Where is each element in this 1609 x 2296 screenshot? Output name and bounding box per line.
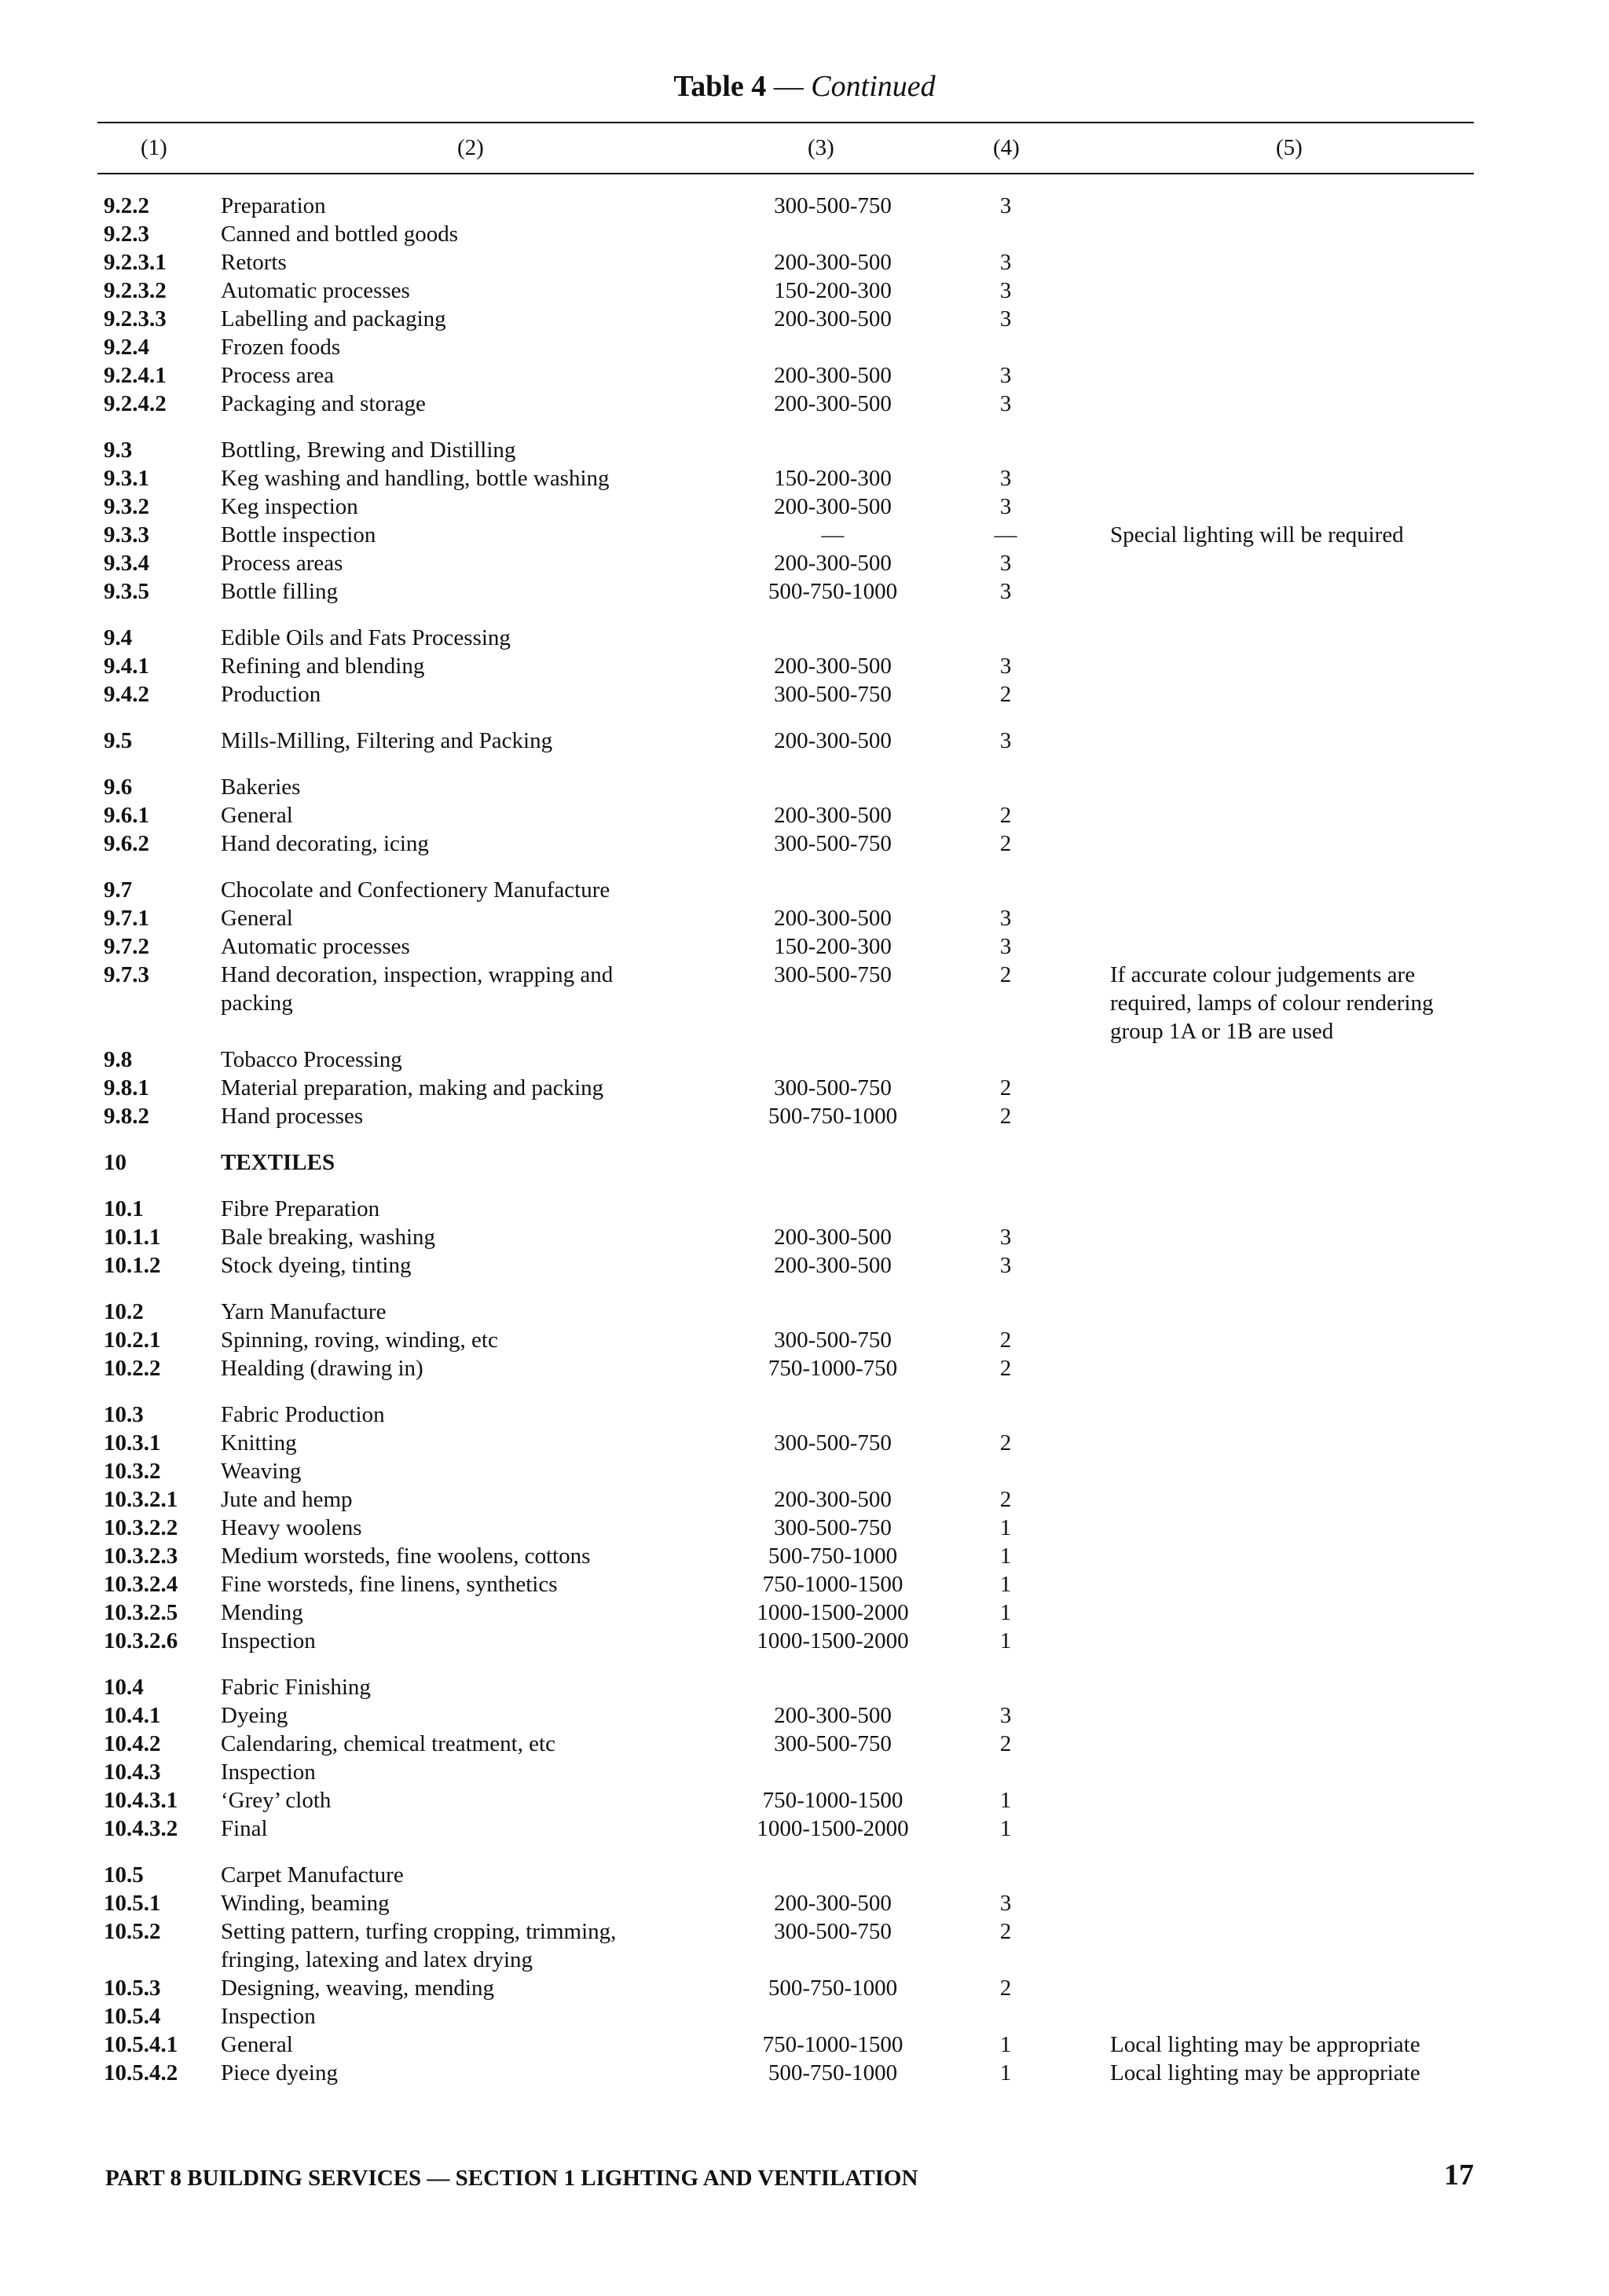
row-illuminance: 200-300-500: [774, 1487, 892, 1512]
table-title-continued: Continued: [811, 70, 936, 103]
row-description: ‘Grey’ cloth: [221, 1788, 332, 1813]
row-illuminance: 750-1000-750: [768, 1356, 898, 1381]
row-illuminance: 200-300-500: [774, 306, 892, 331]
row-quality-class: 3: [999, 494, 1012, 519]
row-number: 10.4: [104, 1675, 144, 1700]
row-description: Labelling and packaging: [221, 306, 446, 331]
table-title-separator: —: [766, 70, 812, 103]
row-illuminance: 300-500-750: [774, 1075, 892, 1100]
row-quality-class: 1: [999, 1515, 1012, 1540]
table-title-label: Table 4: [673, 70, 767, 103]
row-number: 10.3.2: [104, 1459, 161, 1484]
row-quality-class: 2: [999, 1356, 1012, 1381]
row-quality-class: 3: [999, 906, 1012, 931]
row-illuminance: 200-300-500: [774, 1253, 892, 1278]
row-description: Inspection: [221, 1760, 316, 1785]
row-quality-class: 3: [999, 728, 1012, 753]
row-illuminance: 500-750-1000: [768, 2060, 898, 2085]
row-description: Fine worsteds, fine linens, synthetics: [221, 1572, 558, 1597]
column-header-3: (3): [808, 135, 834, 160]
row-description: Process area: [221, 363, 335, 388]
row-description: Heavy woolens: [221, 1515, 362, 1540]
row-number: 10.5: [104, 1862, 144, 1888]
row-number: 9.5: [104, 728, 133, 753]
row-description: Mending: [221, 1600, 303, 1625]
row-description: Keg washing and handling, bottle washing: [221, 466, 610, 491]
row-description: General: [221, 803, 293, 828]
row-illuminance: 750-1000-1500: [762, 1572, 903, 1597]
row-number: 9.3.4: [104, 551, 149, 576]
column-header-2: (2): [457, 135, 484, 160]
row-illuminance: 500-750-1000: [768, 1976, 898, 2001]
row-description: Process areas: [221, 551, 343, 576]
row-number: 9.8: [104, 1047, 133, 1072]
row-illuminance: 150-200-300: [774, 278, 892, 303]
row-illuminance: 750-1000-1500: [762, 1788, 903, 1813]
row-number: 10.5.3: [104, 1976, 161, 2001]
row-illuminance: 300-500-750: [774, 1919, 892, 1944]
row-description: fringing, latexing and latex drying: [221, 1947, 533, 1972]
row-description: General: [221, 906, 293, 931]
row-illuminance: —: [821, 522, 845, 547]
row-quality-class: 3: [999, 934, 1012, 959]
row-quality-class: 1: [999, 2032, 1012, 2057]
row-number: 10.5.4.2: [104, 2060, 178, 2085]
row-illuminance: 300-500-750: [774, 682, 892, 707]
row-description: Designing, weaving, mending: [221, 1976, 494, 2001]
row-description: Tobacco Processing: [221, 1047, 402, 1072]
row-description: Calendaring, chemical treatment, etc: [221, 1731, 555, 1756]
row-description: Bakeries: [221, 774, 301, 800]
row-number: 9.7.3: [104, 962, 149, 987]
row-number: 9.2.2: [104, 193, 149, 218]
row-number: 10.3.2.4: [104, 1572, 178, 1597]
row-description: Piece dyeing: [221, 2060, 338, 2085]
row-illuminance: 300-500-750: [774, 831, 892, 856]
row-quality-class: 2: [999, 962, 1012, 987]
row-number: 10.3.2.6: [104, 1628, 178, 1653]
row-description: Winding, beaming: [221, 1891, 390, 1916]
row-quality-class: 3: [999, 654, 1012, 679]
row-description: Mills-Milling, Filtering and Packing: [221, 728, 553, 753]
row-illuminance: 150-200-300: [774, 934, 892, 959]
row-quality-class: 2: [999, 1731, 1012, 1756]
row-description: Refining and blending: [221, 654, 425, 679]
row-illuminance: 200-300-500: [774, 1225, 892, 1250]
row-description: Healding (drawing in): [221, 1356, 423, 1381]
row-description: Preparation: [221, 193, 326, 218]
row-illuminance: 200-300-500: [774, 1891, 892, 1916]
row-illuminance: 300-500-750: [774, 1430, 892, 1456]
row-illuminance: 500-750-1000: [768, 1543, 898, 1569]
row-illuminance: 750-1000-1500: [762, 2032, 903, 2057]
row-illuminance: 1000-1500-2000: [757, 1600, 909, 1625]
row-illuminance: 200-300-500: [774, 803, 892, 828]
row-number: 10.5.1: [104, 1891, 161, 1916]
row-quality-class: 2: [999, 682, 1012, 707]
row-illuminance: 1000-1500-2000: [757, 1628, 909, 1653]
row-illuminance: 200-300-500: [774, 391, 892, 416]
row-quality-class: —: [994, 522, 1017, 547]
row-description: TEXTILES: [221, 1150, 335, 1175]
row-description: Dyeing: [221, 1703, 288, 1728]
row-description: Automatic processes: [221, 278, 410, 303]
row-number: 10.2.2: [104, 1356, 161, 1381]
row-description: Retorts: [221, 250, 287, 275]
row-illuminance: 300-500-750: [774, 962, 892, 987]
row-quality-class: 1: [999, 1816, 1012, 1841]
row-description: Bale breaking, washing: [221, 1225, 436, 1250]
row-number: 9.3.5: [104, 579, 149, 604]
row-quality-class: 1: [999, 1628, 1012, 1653]
row-number: 10.1.2: [104, 1253, 161, 1278]
row-number: 9.6: [104, 774, 133, 800]
row-illuminance: 200-300-500: [774, 1703, 892, 1728]
row-description: Hand decorating, icing: [221, 831, 429, 856]
row-number: 10.3.2.1: [104, 1487, 178, 1512]
row-description: Inspection: [221, 1628, 316, 1653]
row-quality-class: 2: [999, 1075, 1012, 1100]
page-number: 17: [1444, 2159, 1474, 2192]
row-description: Fabric Finishing: [221, 1675, 371, 1700]
row-illuminance: 1000-1500-2000: [757, 1816, 909, 1841]
row-number: 9.4.1: [104, 654, 149, 679]
row-illuminance: 200-300-500: [774, 363, 892, 388]
row-quality-class: 3: [999, 1225, 1012, 1250]
row-description: Knitting: [221, 1430, 297, 1456]
row-number: 9.2.4.1: [104, 363, 167, 388]
row-description: Fabric Production: [221, 1402, 385, 1427]
row-illuminance: 200-300-500: [774, 250, 892, 275]
row-number: 10.2: [104, 1299, 144, 1324]
row-description: Bottle filling: [221, 579, 339, 604]
row-quality-class: 3: [999, 193, 1012, 218]
row-illuminance: 200-300-500: [774, 728, 892, 753]
row-quality-class: 3: [999, 363, 1012, 388]
row-description: Edible Oils and Fats Processing: [221, 625, 511, 650]
row-quality-class: 2: [999, 1487, 1012, 1512]
row-illuminance: 150-200-300: [774, 466, 892, 491]
row-number: 9.2.3.2: [104, 278, 167, 303]
row-quality-class: 3: [999, 1253, 1012, 1278]
row-number: 10.3.1: [104, 1430, 161, 1456]
row-number: 9.6.1: [104, 803, 149, 828]
row-description: Carpet Manufacture: [221, 1862, 404, 1888]
row-quality-class: 2: [999, 1919, 1012, 1944]
row-number: 10.1: [104, 1196, 144, 1221]
row-description: Fibre Preparation: [221, 1196, 380, 1221]
row-number: 10.4.3.2: [104, 1816, 178, 1841]
row-number: 10.1.1: [104, 1225, 161, 1250]
row-quality-class: 2: [999, 803, 1012, 828]
row-description: Inspection: [221, 2004, 316, 2029]
row-description: Keg inspection: [221, 494, 358, 519]
row-description: Stock dyeing, tinting: [221, 1253, 412, 1278]
row-illuminance: 500-750-1000: [768, 1104, 898, 1129]
row-number: 9.8.1: [104, 1075, 149, 1100]
row-quality-class: 2: [999, 1327, 1012, 1353]
row-number: 9.7.2: [104, 934, 149, 959]
row-illuminance: 500-750-1000: [768, 579, 898, 604]
row-quality-class: 3: [999, 278, 1012, 303]
row-number: 10.5.2: [104, 1919, 161, 1944]
column-header-4: (4): [993, 135, 1020, 160]
row-number: 9.3.3: [104, 522, 149, 547]
row-remark: Local lighting may be appropriate: [1110, 2060, 1420, 2085]
row-quality-class: 3: [999, 1891, 1012, 1916]
row-number: 9.3.1: [104, 466, 149, 491]
row-description: Frozen foods: [221, 335, 341, 360]
row-illuminance: 300-500-750: [774, 1327, 892, 1353]
row-description: Material preparation, making and packing: [221, 1075, 604, 1100]
row-quality-class: 3: [999, 466, 1012, 491]
row-number: 9.2.4: [104, 335, 149, 360]
row-number: 10.4.3: [104, 1760, 161, 1785]
row-description: Canned and bottled goods: [221, 222, 459, 247]
row-number: 10.5.4.1: [104, 2032, 178, 2057]
row-number: 10.2.1: [104, 1327, 161, 1353]
row-remark: Local lighting may be appropriate: [1110, 2032, 1420, 2057]
row-description: Chocolate and Confectionery Manufacture: [221, 877, 610, 903]
row-remark: Special lighting will be required: [1110, 522, 1404, 547]
row-quality-class: 3: [999, 391, 1012, 416]
row-number: 9.7.1: [104, 906, 149, 931]
row-number: 9.2.3.3: [104, 306, 167, 331]
row-description: Weaving: [221, 1459, 302, 1484]
row-number: 9.4: [104, 625, 133, 650]
row-number: 9.3.2: [104, 494, 149, 519]
row-illuminance: 300-500-750: [774, 1731, 892, 1756]
row-description: packing: [221, 991, 293, 1016]
row-number: 9.8.2: [104, 1104, 149, 1129]
row-description: Medium worsteds, fine woolens, cottons: [221, 1543, 591, 1569]
page-footer: PART 8 BUILDING SERVICES — SECTION 1 LIGHTING AND VENTILATION: [105, 2166, 918, 2191]
column-header-5: (5): [1276, 135, 1303, 160]
row-number: 10: [104, 1150, 126, 1175]
row-remark: required, lamps of colour rendering: [1110, 991, 1434, 1016]
row-quality-class: 1: [999, 1572, 1012, 1597]
row-number: 9.4.2: [104, 682, 149, 707]
row-quality-class: 3: [999, 579, 1012, 604]
row-quality-class: 2: [999, 1104, 1012, 1129]
row-number: 9.6.2: [104, 831, 149, 856]
row-description: Hand decoration, inspection, wrapping and: [221, 962, 614, 987]
row-number: 10.3.2.3: [104, 1543, 178, 1569]
row-illuminance: 200-300-500: [774, 654, 892, 679]
row-description: Spinning, roving, winding, etc: [221, 1327, 498, 1353]
row-quality-class: 2: [999, 1976, 1012, 2001]
column-header-1: (1): [141, 135, 167, 160]
row-quality-class: 3: [999, 250, 1012, 275]
row-quality-class: 3: [999, 1703, 1012, 1728]
row-number: 9.2.3.1: [104, 250, 167, 275]
row-description: Bottling, Brewing and Distilling: [221, 438, 516, 463]
row-number: 9.2.4.2: [104, 391, 167, 416]
row-illuminance: 200-300-500: [774, 551, 892, 576]
row-quality-class: 1: [999, 1788, 1012, 1813]
row-quality-class: 1: [999, 2060, 1012, 2085]
row-number: 9.7: [104, 877, 133, 903]
row-number: 9.2.3: [104, 222, 149, 247]
row-quality-class: 1: [999, 1600, 1012, 1625]
row-number: 9.3: [104, 438, 133, 463]
row-number: 10.3.2.5: [104, 1600, 178, 1625]
row-number: 10.4.1: [104, 1703, 161, 1728]
row-description: Final: [221, 1816, 268, 1841]
row-quality-class: 2: [999, 1430, 1012, 1456]
row-quality-class: 1: [999, 1543, 1012, 1569]
row-illuminance: 200-300-500: [774, 494, 892, 519]
row-description: Hand processes: [221, 1104, 364, 1129]
row-description: Packaging and storage: [221, 391, 426, 416]
row-description: Yarn Manufacture: [221, 1299, 387, 1324]
row-quality-class: 3: [999, 551, 1012, 576]
row-description: Setting pattern, turfing cropping, trimming,: [221, 1919, 617, 1944]
row-description: Production: [221, 682, 321, 707]
row-quality-class: 2: [999, 831, 1012, 856]
row-number: 10.3: [104, 1402, 144, 1427]
row-number: 10.5.4: [104, 2004, 161, 2029]
row-quality-class: 3: [999, 306, 1012, 331]
row-number: 10.4.3.1: [104, 1788, 178, 1813]
row-illuminance: 200-300-500: [774, 906, 892, 931]
row-description: Automatic processes: [221, 934, 410, 959]
row-description: General: [221, 2032, 293, 2057]
row-description: Bottle inspection: [221, 522, 376, 547]
row-number: 10.3.2.2: [104, 1515, 178, 1540]
row-illuminance: 300-500-750: [774, 193, 892, 218]
row-illuminance: 300-500-750: [774, 1515, 892, 1540]
row-description: Jute and hemp: [221, 1487, 353, 1512]
row-remark: If accurate colour judgements are: [1110, 962, 1416, 987]
row-remark: group 1A or 1B are used: [1110, 1019, 1334, 1044]
row-number: 10.4.2: [104, 1731, 161, 1756]
